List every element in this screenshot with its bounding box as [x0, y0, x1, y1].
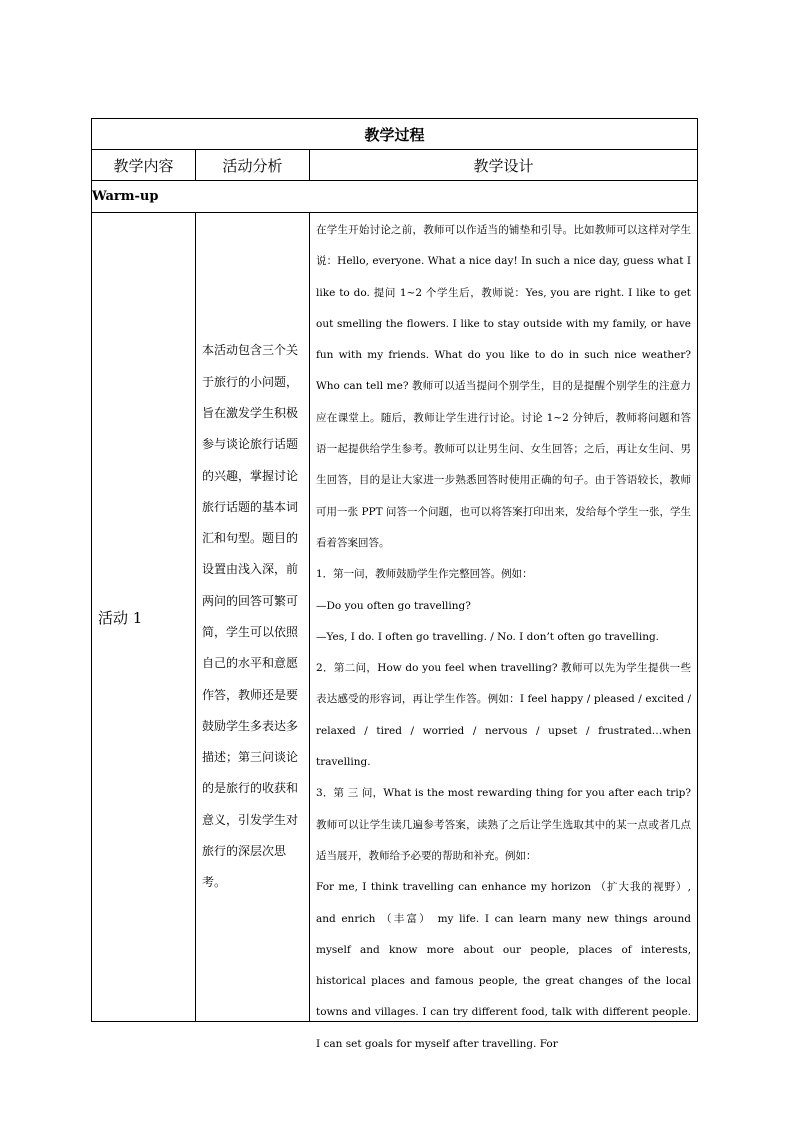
section-row: [92, 181, 698, 213]
design-paragraph: 在学生开始讨论之前，教师可以作适当的铺垫和引导。比如教师可以这样对学生说：Hello, everyone. What a nice day! In such a nice day, guess what I like to do. 提问 1~2 个学生后，教师说：Yes, you are right. I like to get out smelling the flowers. I like to stay outside with my family, or have fun with my friends. What do you like to do in such nice weather? Who can tell me? 教师可以适当提问个别学生，目的是提醒个别学生的注意力应在课堂上。随后，教师让学生进行讨论。讨论 1~2 分钟后，教师将问题和答语一起提供给学生参考。教师可以让男生问、女生回答；之后，再让女生问、男生回答，目的是让大家进一步熟悉回答时使用正确的句子。由于答语较长，教师可用一张 PPT 问答一个问题，也可以将答案打印出来，发给每个学生一张，学生看着答案回答。: [316, 224, 692, 549]
teaching-process-table: [91, 118, 698, 1050]
design-paragraph: For me, I think travelling can enhance my horizon （扩大我的视野）, and enrich （丰富） my life. I can learn many new things around myself and know more about our people, places of interests, historical places and famous people, the great changes of the local towns and villages. I can try different food, talk with different people. I can set goals for myself after travelling. For: [316, 881, 692, 1050]
activity-name: 活动 1: [92, 213, 196, 1022]
activity-analysis: 本活动包含三个关于旅行的小问题，旨在激发学生积极参与谈论旅行话题的兴趣，掌握讨论旅行话题的基本词汇和句型。题目的设置由浅入深，前两问的回答可繁可简，学生可以依照自己的水平和意愿作答，教师还是要鼓励学生多表达多描述；第三问谈论的是旅行的收获和意义，引发学生对旅行的深层次思考。: [196, 213, 310, 1022]
section-label: Warm-up: [92, 181, 698, 213]
header-design: 教学设计: [310, 150, 698, 181]
design-paragraph: —Yes, I do. I often go travelling. / No. I don’t often go travelling.: [316, 630, 660, 643]
activity-row: [92, 213, 698, 1022]
title-row: [92, 119, 698, 150]
design-paragraph: 1．第一问，教师鼓励学生作完整回答。例如：: [316, 568, 533, 581]
design-paragraph: —Do you often go travelling?: [316, 599, 471, 612]
design-text: [316, 215, 692, 1050]
header-analysis: 活动分析: [196, 150, 310, 181]
design-paragraph: 2．第二问，How do you feel when travelling? 教师可以先为学生提供一些表达感受的形容词，再让学生作答。例如：I feel happy / pleased / excited / relaxed / tired / worried / nervous / upset / frustrated…when travelling.: [316, 662, 692, 769]
header-row: [92, 150, 698, 181]
header-content: 教学内容: [92, 150, 196, 181]
table-title: 教学过程: [92, 119, 698, 150]
activity-design: [310, 213, 698, 1050]
design-paragraph: 3．第 三 问，What is the most rewarding thing for you after each trip? 教师可以让学生读几遍参考答案，读熟了之后让学生选取其中的某一点或者几点适当展开，教师给予必要的帮助和补充。例如：: [316, 787, 692, 862]
